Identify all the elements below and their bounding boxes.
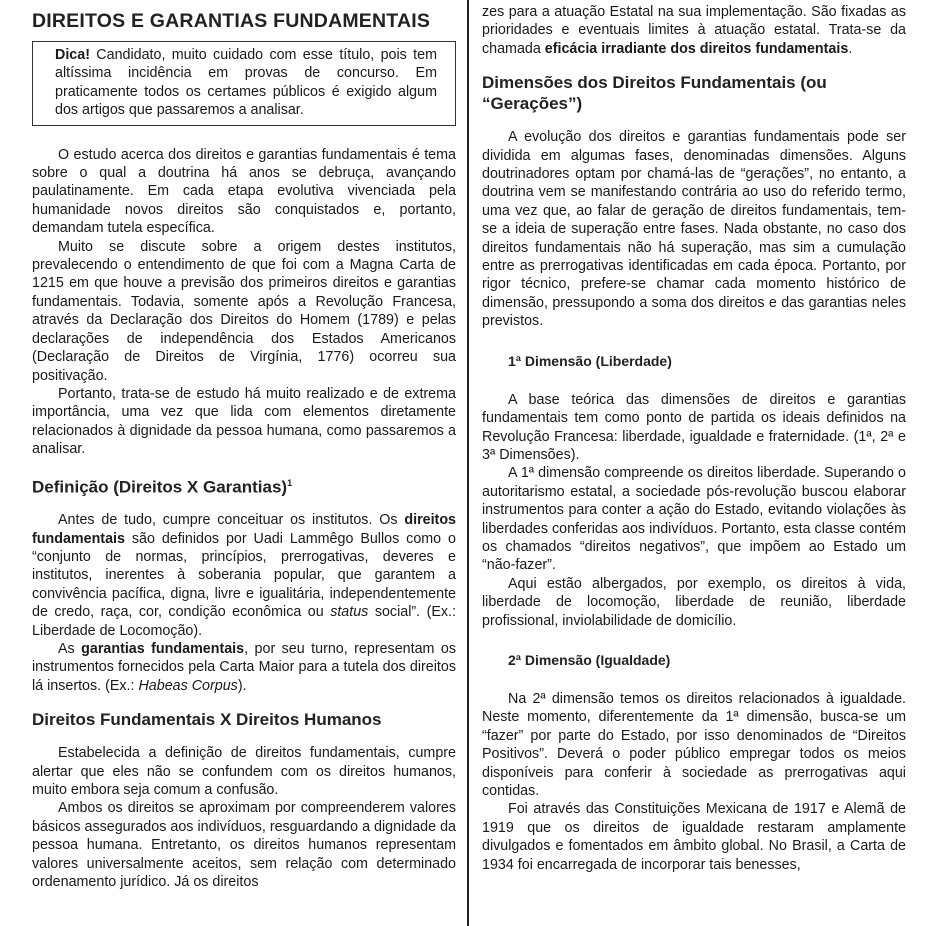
dim1-paragraph-3: Aqui estão albergados, por exemplo, os direitos à vida, liberdade de locomoção, liberdade de reunião, liberdade profissional, inviolabilidade de domicílio. bbox=[482, 575, 906, 629]
right-column bbox=[482, 0, 906, 874]
footnote-marker: 1 bbox=[287, 477, 293, 488]
def-p1-c: social”. (Ex.: Liberdade de Locomoção). bbox=[32, 604, 457, 639]
cont-bold: eficácia irradiante dos direitos fundamentais bbox=[544, 40, 849, 57]
subheading-dimensao-1: 1ª Dimensão (Liberdade) bbox=[508, 352, 672, 369]
section-heading-dimensoes: Dimensões dos Direitos Fundamentais (ou “Gerações”) bbox=[482, 73, 827, 114]
dim2-paragraph-1: Na 2ª dimensão temos os direitos relacionados à igualdade. Neste momento, diferentemente da 1ª dimensão, busca-se um “fazer” por parte do Estado, por isso denominados de “Direitos Positivos”. Deverá o poder público empregar todos os meios disponíveis para conferir à sociedade as prerrogativas aqui contidas. bbox=[482, 690, 906, 799]
left-column bbox=[32, 0, 456, 892]
intro-paragraph-2: Muito se discute sobre a origem destes institutos, prevalecendo o entendimento de que foi com a Magna Carta de 1215 em que houve a previsão dos primeiros direitos e garantias fundamentais. Todavia, somente após a Revolução Francesa, através da Declaração dos Direitos do Homem (1789) e pelas declarações de independência dos Estados Americanos (Declaração de Direitos de Virgínia, 1776) ocorreu sua positivação. bbox=[32, 238, 456, 384]
def-p1-bold: direitos fundamentais bbox=[32, 512, 456, 547]
tip-label: Dica! bbox=[55, 47, 90, 63]
cont-a: zes para a atuação Estatal na sua implementação. São fixadas as prioridades e eventuais limites à atuação estatal. Trata-se da chamada bbox=[482, 4, 906, 57]
def-p1-b: são definidos por Uadi Lammêgo Bullos como o “conjunto de normas, princípios, prerrogativas, deveres e institutos, inerentes à soberania popular, que garantem a convivência pacífica, digna, livre e igualitária, independentemente de credo, raça, cor, condição econômica ou bbox=[32, 530, 456, 621]
definicao-heading-text: Definição (Direitos X Garantias) bbox=[32, 477, 288, 497]
definicao-paragraph-2 bbox=[32, 640, 456, 695]
def-p1-italic: status bbox=[330, 604, 369, 621]
def-p2-italic: Habeas Corpus bbox=[138, 677, 238, 694]
intro-paragraph-3: Portanto, trata-se de estudo há muito realizado e de extrema importância, uma vez que lida com elementos diretamente relacionados à dignidade da pessoa humana, como passaremos a analisar. bbox=[32, 385, 456, 458]
dim1-paragraph-1: A base teórica das dimensões de direitos e garantias fundamentais tem como ponto de partida os ideais definidos na Revolução Francesa: liberdade, igualdade e fraternidade. (1ª, 2ª e 3ª Dimensões). bbox=[482, 391, 906, 463]
def-p2-bold: garantias fundamentais bbox=[81, 641, 245, 658]
cont-b: . bbox=[848, 40, 853, 57]
dim2-paragraph-2: Foi através das Constituições Mexicana de 1917 e Alemã de 1919 que os direitos de igualdade restaram amplamente divulgados e fomentados em âmbito global. No Brasil, a Carta de 1934 foi encarregada de incorporar tais benesses, bbox=[482, 801, 906, 873]
def-p1-a: Antes de tudo, cumpre conceituar os institutos. Os bbox=[58, 512, 405, 529]
def-p2-c: ). bbox=[237, 677, 247, 694]
section-heading-direitos-humanos: Direitos Fundamentais X Direitos Humanos bbox=[32, 710, 382, 730]
column-divider bbox=[467, 0, 469, 926]
tip-box bbox=[32, 41, 456, 126]
def-p2-a: As bbox=[58, 641, 82, 658]
tip-text bbox=[55, 46, 437, 120]
dimensoes-paragraph-1: A evolução dos direitos e garantias fundamentais pode ser dividida em algumas fases, denominadas dimensões. Alguns doutrinadores optam por chamá-las de “gerações”, no entanto, a doutrina vem se manifestando contrária ao uso do referido termo, uma vez que, ao falar de geração de direitos fundamentais, tem-se a ideia de superação entre fases. Nada obstante, no caso dos direitos fundamentais não há superação, mas sim a cumulação entre as prerrogativas identificadas em cada época. Portanto, por rigor técnico, prefere-se chamar cada momento histórico de dimensão, pressupondo a soma dos direitos e das garantias neles previstos. bbox=[482, 129, 906, 330]
tip-body: Candidato, muito cuidado com esse título, pois tem altíssima incidência em provas de concurso. Em praticamente todos os certames públicos é exigido algum dos artigos que passaremos a analisar. bbox=[55, 47, 437, 119]
intro-paragraph-1: O estudo acerca dos direitos e garantias fundamentais é tema sobre o qual a doutrina há anos se debruça, avançando paulatinamente. Em cada etapa evolutiva vivenciada pela humanidade novos direitos são conquistados e, portanto, demandam tutela específica. bbox=[32, 146, 456, 237]
def-p2-b: , por seu turno, representam os instrumentos fornecidos pela Carta Maior para a tutela dos direitos lá insertos. (Ex.: bbox=[32, 641, 456, 694]
subheading-dimensao-2: 2ª Dimensão (Igualdade) bbox=[508, 651, 671, 668]
dh-paragraph-2: Ambos os direitos se aproximam por compreenderem valores básicos assegurados aos indivíduos, resguardando a dignidade da pessoa humana. Entretanto, os direitos humanos representam valores universalmente aceitos, sem relação com determinado ordenamento jurídico. Já os direitos bbox=[32, 800, 456, 891]
section-heading-definicao bbox=[32, 473, 456, 498]
main-title: DIREITOS E GARANTIAS FUNDAMENTAIS bbox=[32, 10, 431, 32]
dh-paragraph-1: Estabelecida a definição de direitos fundamentais, cumpre alertar que eles não se confundem com os direitos humanos, muito embora seja comum a confusão. bbox=[32, 745, 456, 799]
dim1-paragraph-2: A 1ª dimensão compreende os direitos liberdade. Superando o autoritarismo estatal, a sociedade pós-revolução buscou elaborar instrumentos para conter a ação do Estado, evitando violações às liberdades conferidas aos indivíduos. Portanto, esta classe contém os chamados “direitos negativos”, que impõem ao Estado um “não-fazer”. bbox=[482, 465, 906, 574]
continued-paragraph bbox=[482, 3, 906, 58]
definicao-paragraph-1 bbox=[32, 511, 456, 640]
